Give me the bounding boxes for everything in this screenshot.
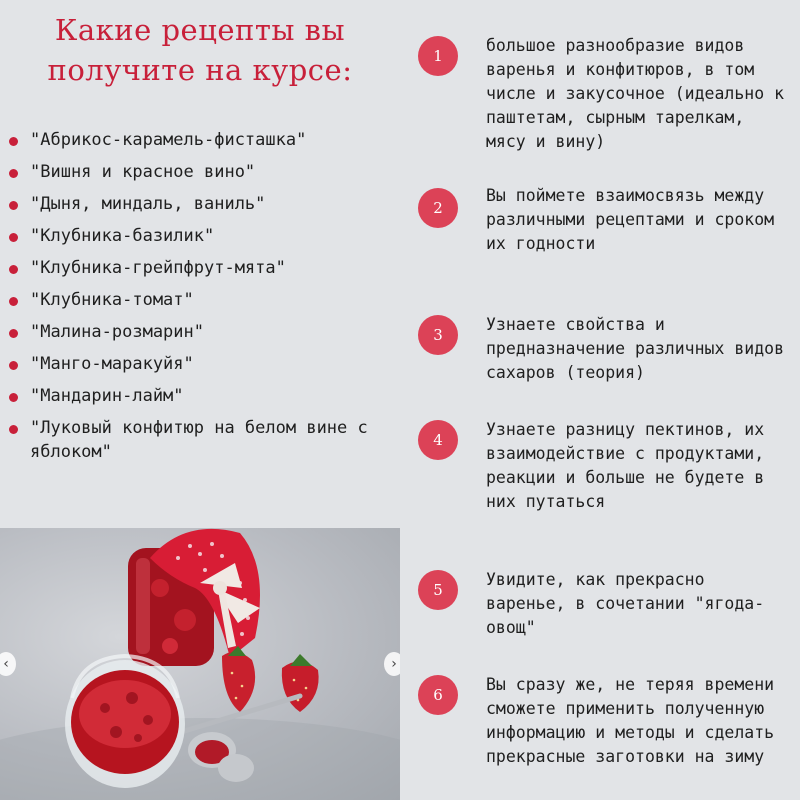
bullet-icon: [9, 265, 18, 274]
recipe-list: [0, 128, 400, 472]
number-badge: 1: [418, 36, 458, 76]
benefit-text: Вы поймете взаимосвязь между различными рецептами и сроком их годности: [486, 186, 775, 253]
recipe-item: [0, 192, 400, 216]
recipe-item: [0, 128, 400, 152]
recipe-label: "Малина-розмарин": [30, 322, 204, 342]
number-badge: 3: [418, 315, 458, 355]
bullet-icon: [9, 393, 18, 402]
jam-photo-illustration: [0, 528, 400, 800]
benefit-text: большое разнообразие видов варенья и конфитюров, в том числе и закусочное (идеально к паштетам, сырным тарелкам, мясу и вину): [486, 36, 785, 151]
number-badge: 2: [418, 188, 458, 228]
recipe-label: "Вишня и красное вино": [30, 162, 256, 182]
page-title: Какие рецепты вы получите на курсе:: [47, 13, 353, 87]
gallery-next-button[interactable]: [384, 652, 400, 676]
jam-photo: [0, 528, 400, 800]
recipe-item: [0, 320, 400, 344]
benefit-text: Узнаете свойства и предназначение различных видов сахаров (теория): [486, 315, 785, 382]
bullet-icon: [9, 137, 18, 146]
recipe-label: "Клубника-грейпфрут-мята": [30, 258, 286, 278]
bullet-icon: [9, 329, 18, 338]
benefits-column: [400, 0, 800, 800]
recipe-label: "Мандарин-лайм": [30, 386, 184, 406]
chevron-right-icon: ›: [391, 656, 397, 672]
recipe-item: [0, 224, 400, 248]
bullet-icon: [9, 361, 18, 370]
recipe-item: [0, 256, 400, 280]
benefit-text: Вы сразу же, не теряя времени сможете применить полученную информацию и методы и сделать прекрасные заготовки на зиму: [486, 675, 775, 766]
recipe-label: "Абрикос-карамель-фисташка": [30, 130, 307, 150]
chevron-left-icon: ‹: [3, 656, 9, 672]
number-badge: 5: [418, 570, 458, 610]
bullet-icon: [9, 169, 18, 178]
bullet-icon: [9, 425, 18, 434]
recipe-item: [0, 288, 400, 312]
recipe-item: [0, 384, 400, 408]
recipe-item: [0, 160, 400, 184]
recipe-label: "Клубника-томат": [30, 290, 194, 310]
benefit-text: Увидите, как прекрасно варенье, в сочетании "ягода-овощ": [486, 570, 765, 637]
recipe-label: "Манго-маракуйя": [30, 354, 194, 374]
number-badge: 4: [418, 420, 458, 460]
bullet-icon: [9, 201, 18, 210]
recipe-item: [0, 416, 400, 464]
recipe-label: "Клубника-базилик": [30, 226, 215, 246]
benefit-text: Узнаете разницу пектинов, их взаимодействие с продуктами, реакции и больше не будете в них путаться: [486, 420, 765, 511]
number-badge: 6: [418, 675, 458, 715]
bullet-icon: [9, 233, 18, 242]
recipe-label: "Луковый конфитюр на белом вине с яблоком": [30, 418, 368, 462]
bullet-icon: [9, 297, 18, 306]
recipe-item: [0, 352, 400, 376]
recipe-label: "Дыня, миндаль, ваниль": [30, 194, 266, 214]
